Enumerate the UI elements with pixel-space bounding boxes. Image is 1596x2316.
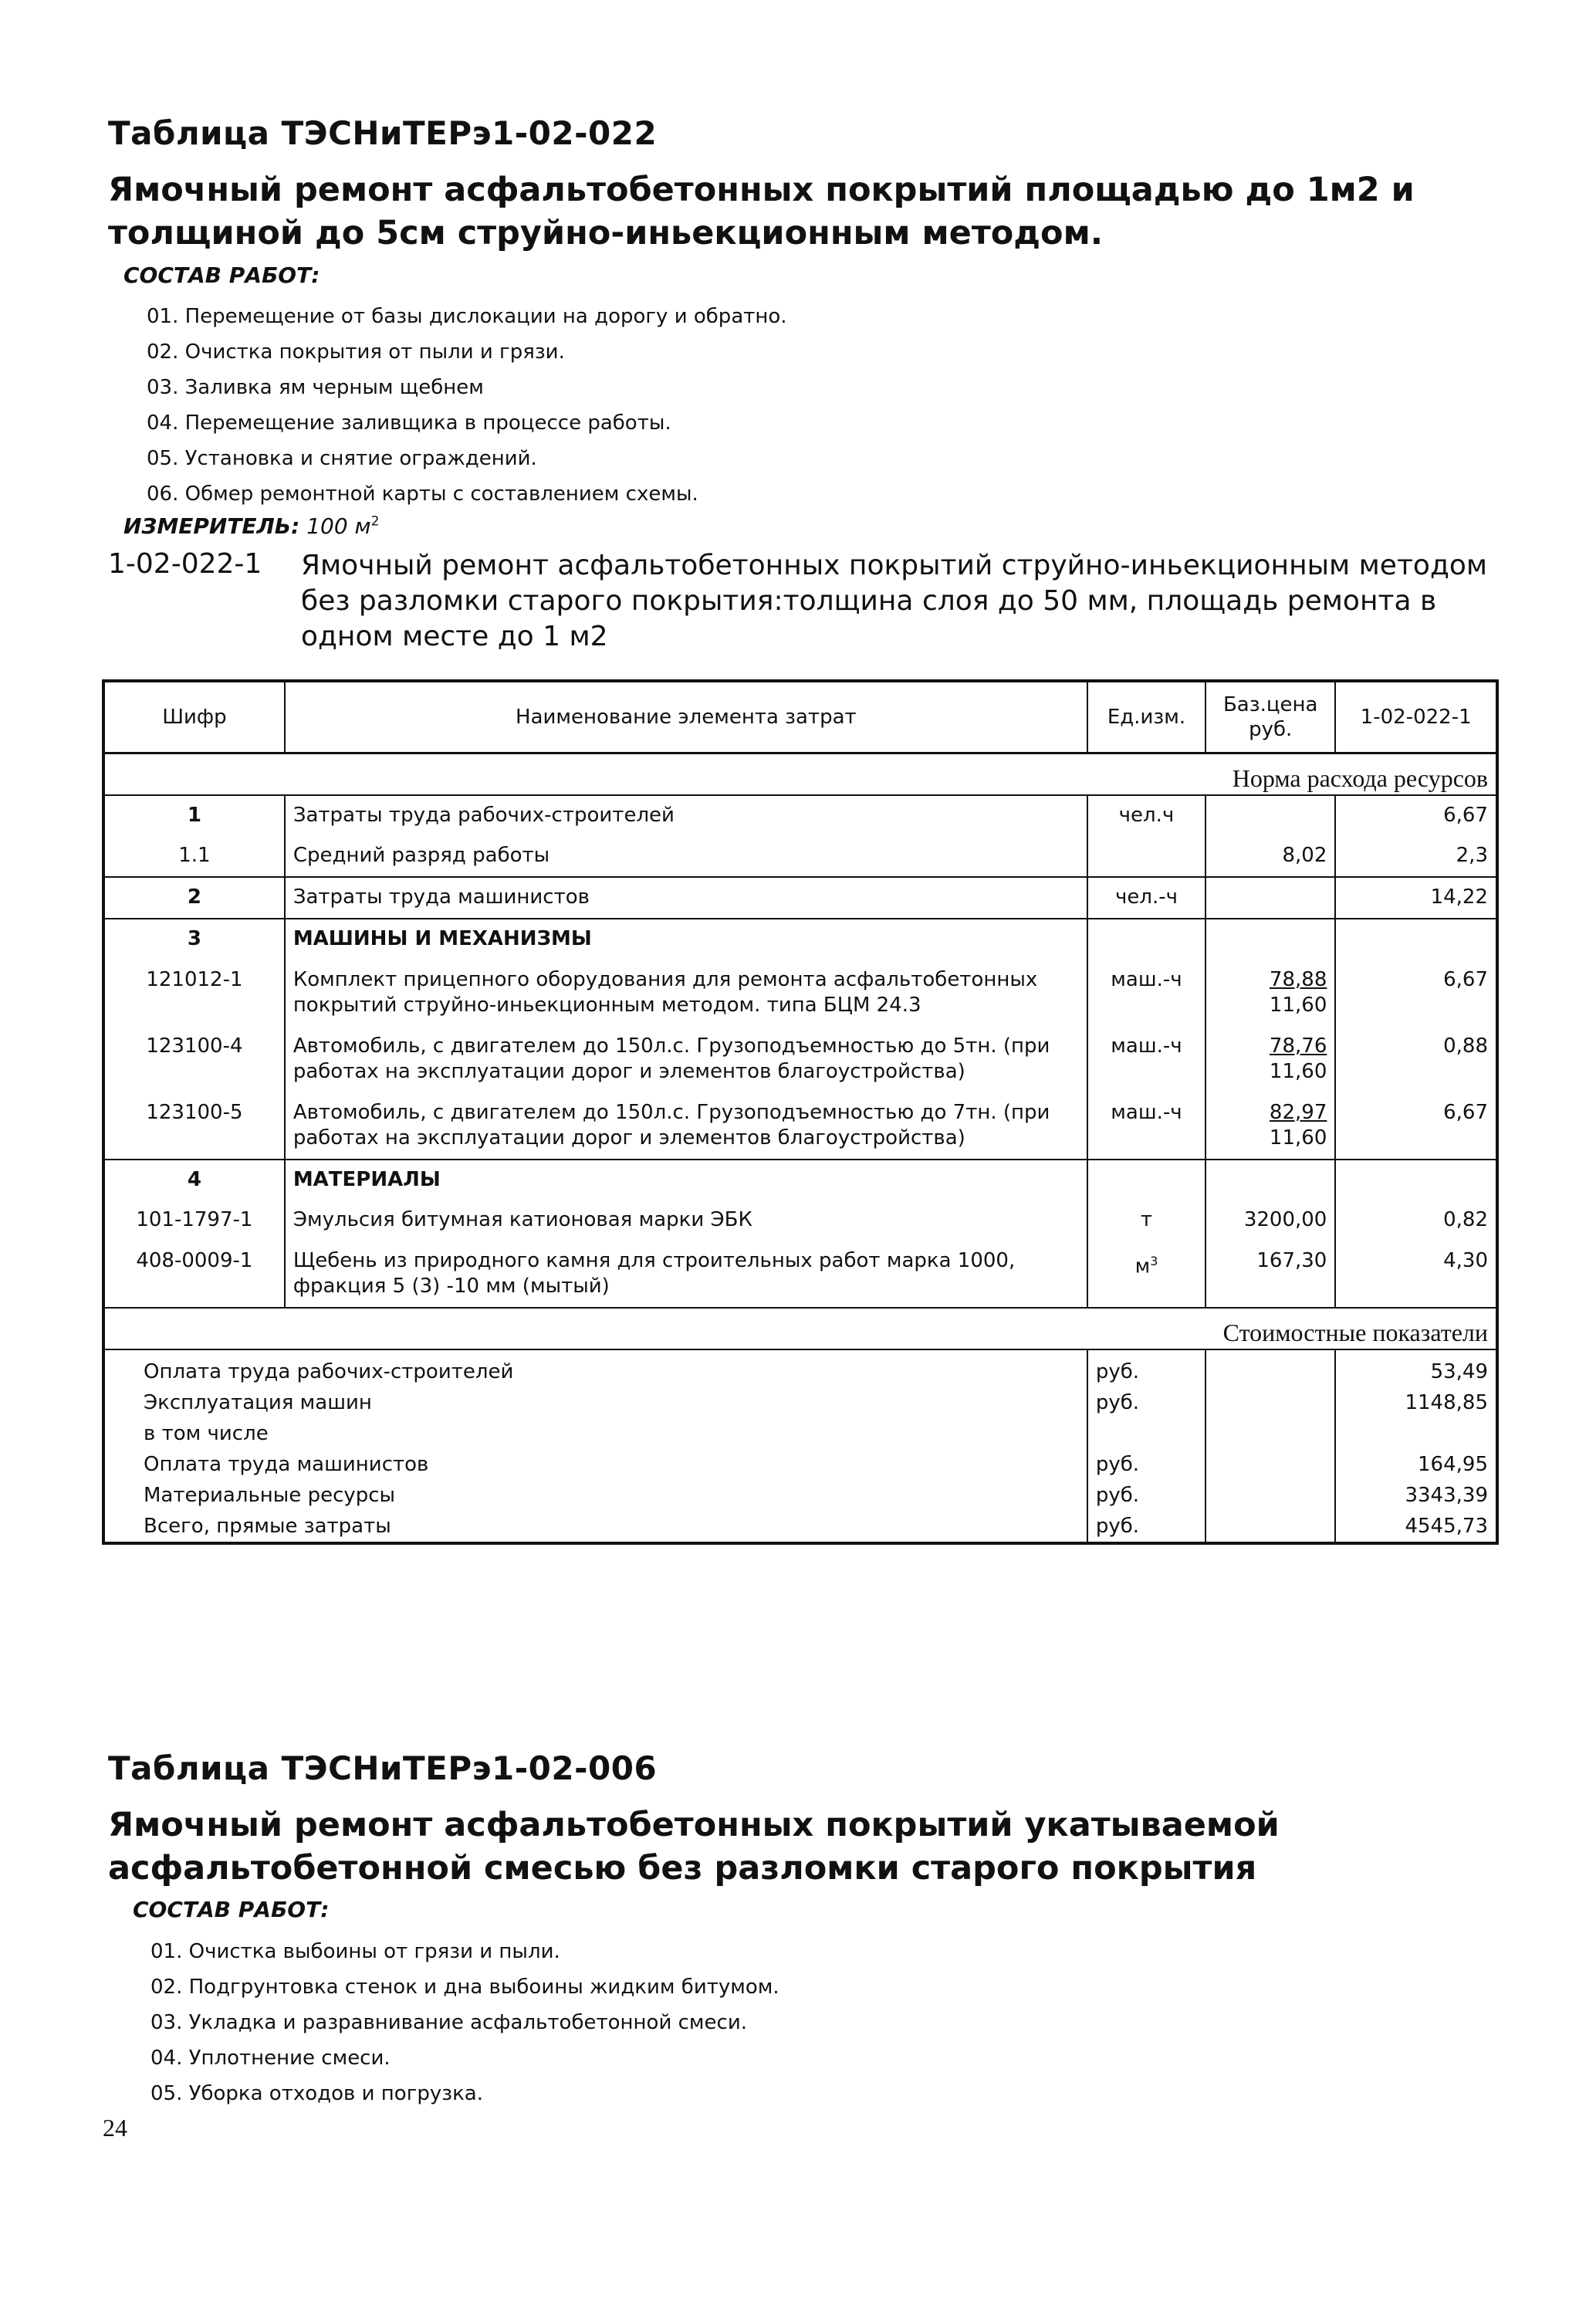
work-item: 01. Очистка выбоины от грязи и пыли. [150,1940,560,1963]
row-value [1335,1160,1497,1200]
row-name: Комплект прицепного оборудования для ремонта асфальтобетонных покрытий струйно-иньекционным методом. типа БЦМ 24.3 [285,960,1087,1026]
cost-value: 1148,85 [1405,1391,1488,1414]
row-name: Эмульсия битумная катионовая марки ЭБК [285,1200,1087,1241]
table-row [103,1092,1497,1160]
work-item: 01. Перемещение от базы дислокации на дорогу и обратно. [147,305,787,328]
table1-works-list [147,299,787,512]
row-value: 6,67 [1443,804,1488,827]
cost-empty [1205,1349,1335,1387]
table2-heading: Ямочный ремонт асфальтобетонных покрытий укатываемой асфальтобетонной смесью без разломки старого покрытия [108,1806,1280,1888]
cost-label: Оплата труда рабочих-строителей [103,1349,1087,1387]
table-row [103,1160,1497,1200]
cost-value: 53,49 [1335,1349,1497,1387]
cost-unit: руб. [1087,1349,1205,1387]
cost-value: 4545,73 [1405,1515,1488,1538]
cost-label: Материальные ресурсы [103,1480,1087,1511]
row-price [1205,795,1335,836]
table2-title: Таблица ТЭСНиТЕРэ1-02-006 [108,1749,658,1787]
cost-label: Оплата труда машинистов [103,1449,1087,1480]
row-code: 1 [103,795,285,836]
row-unit-cell [1087,1241,1205,1308]
row-value: 6,67 [1443,968,1488,991]
work-item: 05. Уборка отходов и погрузка. [150,2082,483,2105]
table-row [103,1241,1497,1308]
cost-unit: руб. [1087,1480,1205,1511]
row-unit [1087,836,1205,877]
row-price: 78,76 [1269,1034,1327,1058]
row-code: 2 [103,877,285,919]
cost-row [103,1418,1497,1449]
work-item: 04. Перемещение заливщика в процессе работы. [147,411,671,435]
cost-unit: руб. [1087,1449,1205,1480]
row-price-cell [1205,1092,1335,1160]
row-unit: маш.-ч [1087,1092,1205,1160]
row-unit: м [1134,1254,1151,1278]
row-name: МАШИНЫ И МЕХАНИЗМЫ [285,919,1087,960]
resource-table [102,679,1499,1545]
cost-value: 164,95 [1418,1453,1488,1476]
row-value: 0,88 [1443,1034,1488,1058]
cost-label: Всего, прямые затраты [103,1511,1087,1543]
row-code: 3 [103,919,285,960]
work-item: 04. Уплотнение смеси. [150,2047,391,2070]
table1-title: Таблица ТЭСНиТЕРэ1-02-022 [108,114,658,152]
table1-meter [123,513,380,539]
table2-works-list [150,1934,779,2111]
meter-value: 100 м [306,513,371,539]
cost-empty [1205,1449,1335,1480]
cost-label: Эксплуатация машин [103,1387,1087,1418]
header-row [103,681,1497,753]
row-name: Автомобиль, с двигателем до 150л.с. Грузоподъемностью до 7тн. (при работах на эксплуатации дорог и элементов благоустройства) [285,1092,1087,1160]
table1-heading: Ямочный ремонт асфальтобетонных покрытий площадью до 1м2 и толщиной до 5см струйно-иньекционным методом. [108,171,1415,252]
page-number: 24 [103,2114,127,2142]
table-row [103,960,1497,1026]
row-name: Щебень из природного камня для строительных работ марка 1000, фракция 5 (3) -10 мм (мытый) [285,1241,1087,1308]
row-value: 6,67 [1443,1101,1488,1124]
row-code: 123100-5 [103,1092,285,1160]
cost-value: 3343,39 [1405,1484,1488,1507]
row-unit-sup: 3 [1150,1254,1158,1268]
work-item: 05. Установка и снятие ограждений. [147,447,537,470]
row-value: 2,3 [1456,844,1488,867]
row-unit [1087,919,1205,960]
cost-row [103,1349,1497,1387]
cost-row [103,1387,1497,1418]
cost-row [103,1511,1497,1543]
row-name: Средний разряд работы [285,836,1087,877]
row-code: 123100-4 [103,1026,285,1092]
header-norm: 1-02-022-1 [1335,681,1497,753]
table-row [103,919,1497,960]
row-price: 8,02 [1205,836,1335,877]
row-price: 78,88 [1269,968,1327,991]
meter-label: ИЗМЕРИТЕЛЬ: [123,513,300,539]
row-price: 3200,00 [1205,1200,1335,1241]
header-unit: Ед.изм. [1087,681,1205,753]
cost-unit: руб. [1087,1511,1205,1543]
row-unit: т [1087,1200,1205,1241]
cost-value [1335,1418,1497,1449]
table-row [103,877,1497,919]
row-value [1335,919,1497,960]
table-row [103,836,1497,877]
cost-band-row [103,1308,1497,1349]
table-row [103,795,1497,836]
row-price [1205,877,1335,919]
row-value: 0,82 [1443,1208,1488,1231]
row-price [1205,1160,1335,1200]
work-item: 03. Укладка и разравнивание асфальтобетонной смеси. [150,2011,747,2034]
cost-empty [1205,1511,1335,1543]
item-code: 1-02-022-1 [108,548,262,580]
row-code: 408-0009-1 [103,1241,285,1308]
table-row [103,1026,1497,1092]
row-code: 101-1797-1 [103,1200,285,1241]
cost-empty [1205,1480,1335,1511]
work-item: 02. Очистка покрытия от пыли и грязи. [147,340,565,364]
row-value: 4,30 [1443,1249,1488,1272]
cost-row [103,1480,1497,1511]
work-item: 06. Обмер ремонтной карты с составлением схемы. [147,482,698,506]
header-code: Шифр [103,681,285,753]
work-item: 02. Подгрунтовка стенок и дна выбоины жидким битумом. [150,1976,779,1999]
norm-band: Норма расхода ресурсов [103,753,1497,796]
table1-works-label: СОСТАВ РАБОТ: [123,262,320,288]
row-price [1205,919,1335,960]
row-price-secondary: 11,60 [1269,994,1327,1017]
row-code: 1.1 [103,836,285,877]
cost-unit: руб. [1087,1387,1205,1418]
row-price-secondary: 11,60 [1269,1126,1327,1150]
cost-band: Стоимостные показатели [103,1308,1497,1349]
cost-label: в том числе [103,1418,1087,1449]
row-value: 14,22 [1335,877,1497,919]
row-price: 167,30 [1205,1241,1335,1308]
row-name: МАТЕРИАЛЫ [285,1160,1087,1200]
row-name: Затраты труда машинистов [285,877,1087,919]
table-row [103,1200,1497,1241]
work-item: 03. Заливка ям черным щебнем [147,376,484,399]
cost-empty [1205,1387,1335,1418]
header-price: Баз.цена руб. [1205,681,1335,753]
norm-band-row [103,753,1497,796]
meter-sup: 2 [370,513,380,530]
row-code: 4 [103,1160,285,1200]
row-price-cell [1205,1026,1335,1092]
cost-empty [1205,1418,1335,1449]
row-unit: маш.-ч [1087,1026,1205,1092]
row-unit: чел.ч [1087,795,1205,836]
row-price-secondary: 11,60 [1269,1060,1327,1083]
table2-works-label: СОСТАВ РАБОТ: [133,1897,330,1922]
row-code: 121012-1 [103,960,285,1026]
row-unit [1087,1160,1205,1200]
cost-row [103,1449,1497,1480]
row-name: Затраты труда рабочих-строителей [285,795,1087,836]
header-name: Наименование элемента затрат [285,681,1087,753]
row-price-cell [1205,960,1335,1026]
item-description: Ямочный ремонт асфальтобетонных покрытий струйно-иньекционным методом без разломки старого покрытия:толщина слоя до 50 мм, площадь ремонта в одном месте до 1 м2 [301,550,1488,652]
row-name: Автомобиль, с двигателем до 150л.с. Грузоподъемностью до 5тн. (при работах на эксплуатации дорог и элементов благоустройства) [285,1026,1087,1092]
row-unit: маш.-ч [1087,960,1205,1026]
cost-unit [1087,1418,1205,1449]
row-unit: чел.-ч [1087,877,1205,919]
row-price: 82,97 [1269,1101,1327,1124]
